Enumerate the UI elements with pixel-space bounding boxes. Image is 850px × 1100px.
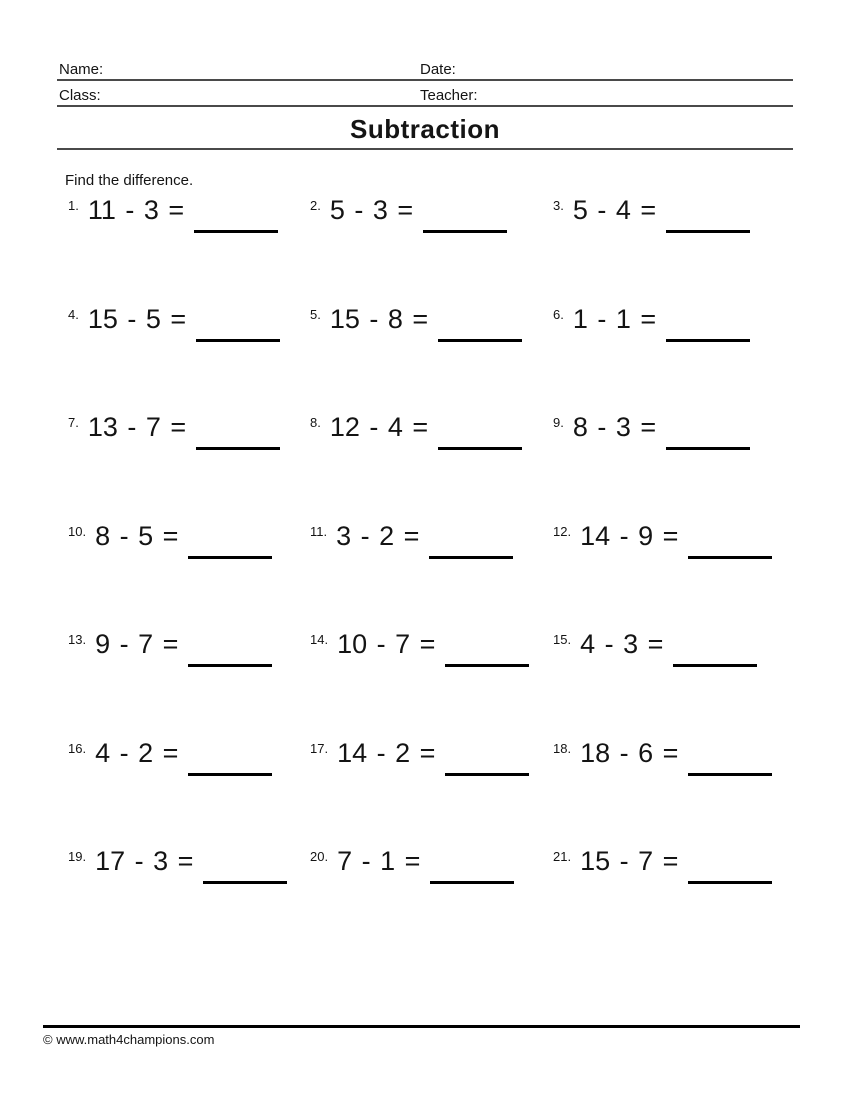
problem-expression: 5 - 4 = (572, 195, 657, 225)
problem-number: 3. (553, 198, 564, 213)
problem-expression: 17 - 3 = (95, 846, 194, 876)
problem-number: 19. (68, 849, 87, 864)
problems-grid (68, 197, 793, 957)
problem-number: 20. (310, 849, 329, 864)
problem-expression: 3 - 2 = (336, 520, 420, 551)
problem-expression: 15 - 7 = (580, 846, 679, 876)
worksheet-header (57, 61, 793, 113)
teacher-fill-line[interactable] (487, 87, 793, 105)
problem-number: 13. (68, 632, 87, 647)
header-row-1 (57, 61, 793, 81)
problem-expression: 7 - 1 = (337, 846, 421, 876)
problem-cell (68, 520, 310, 632)
answer-blank[interactable] (688, 523, 772, 559)
problem-expression: 1 - 1 = (572, 303, 657, 334)
answer-blank[interactable] (438, 306, 522, 342)
footer-divider (43, 1025, 800, 1028)
answer-blank[interactable] (196, 414, 280, 450)
answer-blank[interactable] (438, 414, 522, 450)
problem-number: 21. (553, 849, 572, 864)
date-fill-line[interactable] (487, 61, 793, 79)
instruction-text: Find the difference. (65, 172, 194, 189)
problem-expression: 4 - 2 = (95, 737, 179, 768)
problem-expression: 5 - 3 = (329, 195, 414, 225)
problem-expression: 15 - 8 = (329, 303, 429, 334)
problem-expression: 8 - 5 = (95, 520, 179, 551)
problem-number: 10. (68, 523, 87, 539)
problem-cell (553, 414, 793, 523)
problem-cell (553, 520, 793, 632)
problem-cell (310, 520, 553, 632)
answer-blank[interactable] (194, 197, 278, 233)
problem-number: 2. (310, 198, 321, 213)
answer-blank[interactable] (188, 631, 272, 667)
problem-number: 9. (553, 415, 564, 430)
problem-expression: 11 - 3 = (87, 195, 185, 225)
answer-blank[interactable] (673, 631, 757, 667)
problem-expression: 9 - 7 = (95, 629, 179, 659)
answer-blank[interactable] (666, 306, 750, 342)
answer-blank[interactable] (445, 740, 529, 776)
answer-blank[interactable] (666, 197, 750, 233)
problem-cell (68, 303, 310, 415)
answer-blank[interactable] (688, 848, 772, 884)
answer-blank[interactable] (203, 848, 287, 884)
class-label: Class: (59, 87, 101, 104)
problem-cell (310, 197, 553, 306)
problem-expression: 13 - 7 = (87, 412, 187, 442)
answer-blank[interactable] (423, 197, 507, 233)
problem-number: 5. (310, 306, 321, 322)
teacher-label: Teacher: (420, 87, 478, 104)
problem-cell (553, 631, 793, 740)
problem-expression: 4 - 3 = (580, 629, 664, 659)
answer-blank[interactable] (188, 523, 272, 559)
problem-number: 12. (553, 523, 572, 539)
answer-blank[interactable] (429, 523, 513, 559)
date-label: Date: (420, 61, 456, 78)
problem-expression: 10 - 7 = (337, 629, 436, 659)
problem-number: 14. (310, 632, 329, 647)
problem-cell (553, 737, 793, 849)
problem-number: 17. (310, 740, 329, 756)
class-fill-line[interactable] (112, 87, 417, 105)
problem-expression: 15 - 5 = (87, 303, 187, 334)
answer-blank[interactable] (445, 631, 529, 667)
title-divider (57, 148, 793, 150)
problem-number: 18. (553, 740, 572, 756)
problem-cell (68, 848, 310, 957)
problem-cell (553, 848, 793, 957)
name-label: Name: (59, 61, 104, 78)
problem-number: 6. (553, 306, 564, 322)
problem-cell (310, 737, 553, 849)
problem-number: 7. (68, 415, 79, 430)
problem-number: 1. (68, 198, 79, 213)
problem-cell (553, 303, 793, 415)
name-fill-line[interactable] (112, 61, 417, 79)
answer-blank[interactable] (188, 740, 272, 776)
problem-cell (68, 197, 310, 306)
problem-cell (310, 631, 553, 740)
header-row-2 (57, 87, 793, 107)
problem-number: 16. (68, 740, 87, 756)
problem-cell (68, 414, 310, 523)
problem-number: 15. (553, 632, 572, 647)
copyright-text: © www.math4champions.com (43, 1032, 215, 1047)
problem-cell (310, 848, 553, 957)
problem-number: 8. (310, 415, 321, 430)
page-title: Subtraction (350, 114, 500, 144)
problem-cell (68, 631, 310, 740)
answer-blank[interactable] (196, 306, 280, 342)
problem-expression: 14 - 2 = (337, 737, 436, 768)
problem-expression: 8 - 3 = (572, 412, 657, 442)
problem-cell (310, 303, 553, 415)
problem-expression: 18 - 6 = (580, 737, 679, 768)
problem-cell (68, 737, 310, 849)
problem-expression: 12 - 4 = (329, 412, 429, 442)
problem-number: 4. (68, 306, 79, 322)
answer-blank[interactable] (430, 848, 514, 884)
answer-blank[interactable] (688, 740, 772, 776)
answer-blank[interactable] (666, 414, 750, 450)
problem-cell (310, 414, 553, 523)
problem-cell (553, 197, 793, 306)
problem-number: 11. (310, 523, 328, 539)
problem-expression: 14 - 9 = (580, 520, 679, 551)
